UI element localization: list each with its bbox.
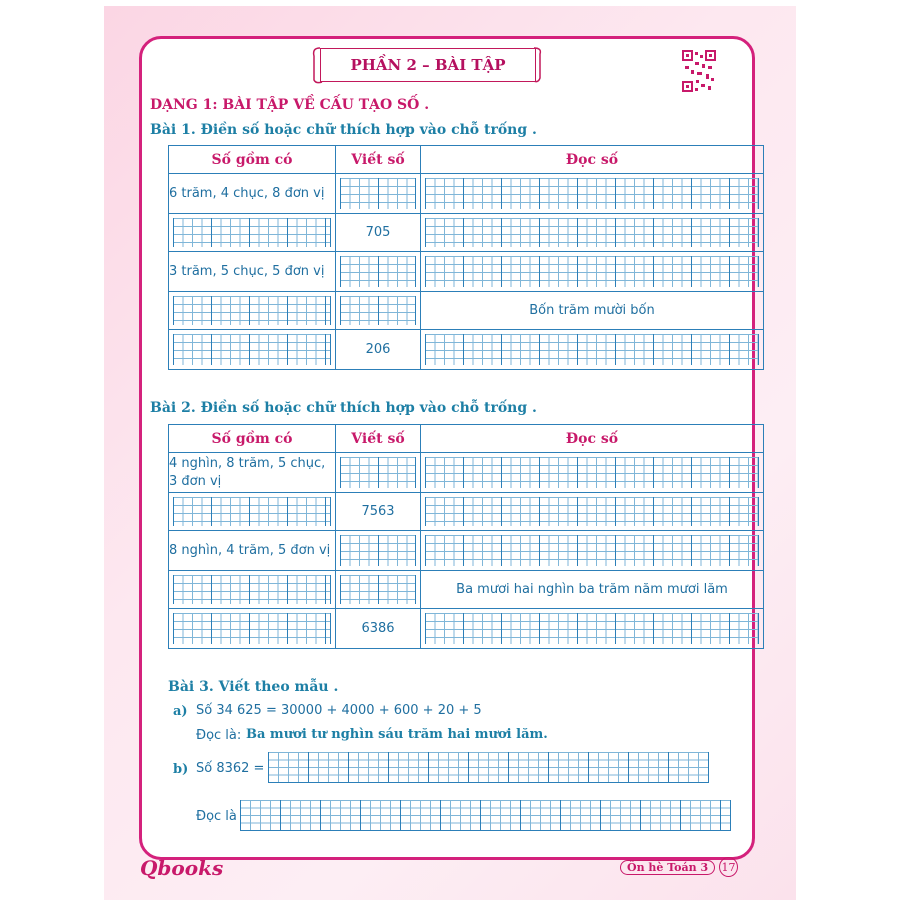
page-footer xyxy=(620,858,738,876)
answer-grid-cell[interactable] xyxy=(336,174,421,214)
table-row xyxy=(169,214,764,252)
column-header: Viết số xyxy=(336,425,421,453)
answer-grid-cell[interactable] xyxy=(336,252,421,292)
reading-cell: Bốn trăm mười bốn xyxy=(421,292,764,330)
answer-grid-cell[interactable] xyxy=(169,571,336,609)
column-header: Đọc số xyxy=(421,146,764,174)
qr-code-icon xyxy=(682,50,716,92)
book-title: Ôn hè Toán 3 xyxy=(620,860,715,875)
column-header: Viết số xyxy=(336,146,421,174)
number-cell: 705 xyxy=(336,214,421,252)
part-b-read-label: Đọc là xyxy=(196,809,237,824)
part-b-expression: Số 8362 = xyxy=(196,761,265,776)
part-a-expression: Số 34 625 = 30000 + 4000 + 600 + 20 + 5 xyxy=(196,703,482,718)
page-title: PHẦN 2 – BÀI TẬP xyxy=(320,48,536,82)
part-b-label: b) xyxy=(173,762,189,777)
number-cell: 7563 xyxy=(336,493,421,531)
exercise-1-label: Bài 1. xyxy=(150,122,196,138)
exercise-2-label: Bài 2. xyxy=(150,400,196,416)
table-row xyxy=(169,453,764,493)
answer-grid-cell[interactable] xyxy=(421,453,764,493)
part-a-read-value: Ba mươi tư nghìn sáu trăm hai mươi lăm. xyxy=(246,727,548,742)
table-row xyxy=(169,493,764,531)
exercise-3-label: Bài 3. xyxy=(168,679,214,695)
column-header: Số gồm có xyxy=(169,146,336,174)
answer-grid-cell[interactable] xyxy=(169,292,336,330)
part-b-answer-grid[interactable] xyxy=(268,752,709,783)
exercise-1-instruction: Điền số hoặc chữ thích hợp vào chỗ trống . xyxy=(200,122,537,138)
answer-grid-cell[interactable] xyxy=(421,252,764,292)
answer-grid-cell[interactable] xyxy=(421,330,764,370)
column-header: Số gồm có xyxy=(169,425,336,453)
exercise-3-instruction: Viết theo mẫu . xyxy=(218,679,339,695)
composition-cell: 3 trăm, 5 chục, 5 đơn vị xyxy=(169,252,336,292)
exercise-2-heading xyxy=(150,400,537,416)
table-row xyxy=(169,571,764,609)
part-a-label: a) xyxy=(173,704,188,719)
table-row xyxy=(169,609,764,649)
table-row xyxy=(169,252,764,292)
section-heading: DẠNG 1: BÀI TẬP VỀ CẤU TẠO SỐ . xyxy=(150,97,430,113)
title-banner xyxy=(312,44,542,84)
publisher-logo: Qbooks xyxy=(140,856,224,880)
part-b-read-answer-grid[interactable] xyxy=(240,800,731,831)
table-row xyxy=(169,330,764,370)
table-header-row xyxy=(169,425,764,453)
part-a-read-label: Đọc là: xyxy=(196,728,242,743)
number-cell: 6386 xyxy=(336,609,421,649)
table-row xyxy=(169,531,764,571)
answer-grid-cell[interactable] xyxy=(169,330,336,370)
table-row xyxy=(169,174,764,214)
exercise-3-heading xyxy=(168,679,338,695)
answer-grid-cell[interactable] xyxy=(336,292,421,330)
number-cell: 206 xyxy=(336,330,421,370)
reading-cell: Ba mươi hai nghìn ba trăm năm mươi lăm xyxy=(421,571,764,609)
composition-cell: 4 nghìn, 8 trăm, 5 chục, 3 đơn vị xyxy=(169,453,336,493)
answer-grid-cell[interactable] xyxy=(421,214,764,252)
answer-grid-cell[interactable] xyxy=(421,609,764,649)
exercise-2-table xyxy=(168,424,764,649)
answer-grid-cell[interactable] xyxy=(336,453,421,493)
answer-grid-cell[interactable] xyxy=(336,531,421,571)
composition-cell: 6 trăm, 4 chục, 8 đơn vị xyxy=(169,174,336,214)
answer-grid-cell[interactable] xyxy=(421,174,764,214)
table-header-row xyxy=(169,146,764,174)
table-row xyxy=(169,292,764,330)
exercise-2-instruction: Điền số hoặc chữ thích hợp vào chỗ trống . xyxy=(200,400,537,416)
answer-grid-cell[interactable] xyxy=(169,609,336,649)
answer-grid-cell[interactable] xyxy=(421,531,764,571)
column-header: Đọc số xyxy=(421,425,764,453)
answer-grid-cell[interactable] xyxy=(169,214,336,252)
exercise-1-heading xyxy=(150,122,537,138)
answer-grid-cell[interactable] xyxy=(336,571,421,609)
answer-grid-cell[interactable] xyxy=(421,493,764,531)
exercise-1-table xyxy=(168,145,764,370)
composition-cell: 8 nghìn, 4 trăm, 5 đơn vị xyxy=(169,531,336,571)
page-number: 17 xyxy=(719,857,738,877)
answer-grid-cell[interactable] xyxy=(169,493,336,531)
